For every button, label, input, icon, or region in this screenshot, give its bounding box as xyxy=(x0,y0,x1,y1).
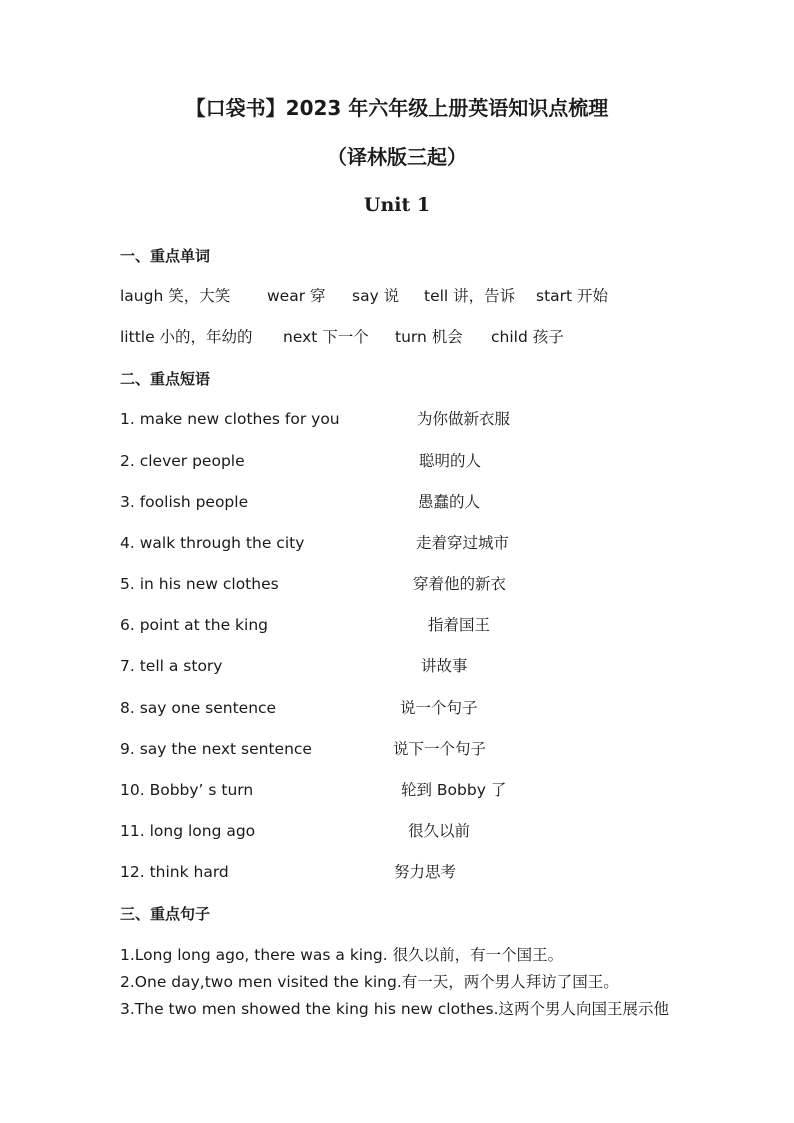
phrase-english: 4. walk through the city xyxy=(120,534,305,552)
phrase-chinese: 为你做新衣服 xyxy=(417,410,511,428)
phrase-chinese: 努力思考 xyxy=(394,863,457,881)
phrase-chinese: 讲故事 xyxy=(421,657,468,675)
vocab-item: wear 穿 xyxy=(267,287,326,305)
vocab-item: next 下一个 xyxy=(283,328,369,346)
phrase-chinese: 愚蠢的人 xyxy=(418,493,481,511)
phrase-chinese: 穿着他的新衣 xyxy=(413,575,507,593)
title-line-1: 【口袋书】2023 年六年级上册英语知识点梳理 xyxy=(185,96,609,120)
vocab-item: say 说 xyxy=(352,287,400,305)
phrase-english: 6. point at the king xyxy=(120,616,268,634)
phrase-english: 8. say one sentence xyxy=(120,699,277,717)
vocab-item: tell 讲，告诉 xyxy=(424,287,516,305)
phrase-english: 2. clever people xyxy=(120,452,245,470)
phrase-english: 12. think hard xyxy=(120,863,229,881)
section-heading-words: 一、重点单词 xyxy=(120,247,211,265)
section-heading-phrases: 二、重点短语 xyxy=(120,370,211,388)
phrase-chinese: 说一个句子 xyxy=(400,699,478,717)
phrase-english: 9. say the next sentence xyxy=(120,740,312,758)
unit-title: Unit 1 xyxy=(363,194,431,216)
sentence-item: 1.Long long ago, there was a king. 很久以前，有一个国王。 xyxy=(120,946,564,964)
phrase-english: 3. foolish people xyxy=(120,493,249,511)
title-line-2: （译林版三起） xyxy=(327,145,467,169)
vocab-item: laugh 笑，大笑 xyxy=(120,287,231,305)
sentence-item: 2.One day,two men visited the king.有一天，两个男人拜访了国王。 xyxy=(120,973,619,991)
phrase-english: 1. make new clothes for you xyxy=(120,410,340,428)
sentence-item: 3.The two men showed the king his new clothes.这两个男人向国王展示他 xyxy=(120,1000,670,1018)
vocab-item: child 孩子 xyxy=(491,328,564,346)
vocab-item: start 开始 xyxy=(536,287,609,305)
phrase-chinese: 轮到 Bobby 了 xyxy=(401,781,507,799)
phrase-english: 7. tell a story xyxy=(120,657,223,675)
phrase-chinese: 聪明的人 xyxy=(419,452,482,470)
vocab-item: turn 机会 xyxy=(395,328,463,346)
section-heading-sentences: 三、重点句子 xyxy=(120,905,211,923)
phrase-english: 10. Bobby’ s turn xyxy=(120,781,254,799)
phrase-english: 11. long long ago xyxy=(120,822,256,840)
phrase-chinese: 很久以前 xyxy=(408,822,471,840)
phrase-chinese: 指着国王 xyxy=(428,616,491,634)
phrase-chinese: 说下一个句子 xyxy=(393,740,487,758)
vocab-item: little 小的，年幼的 xyxy=(120,328,253,346)
phrase-chinese: 走着穿过城市 xyxy=(416,534,510,552)
phrase-english: 5. in his new clothes xyxy=(120,575,279,593)
